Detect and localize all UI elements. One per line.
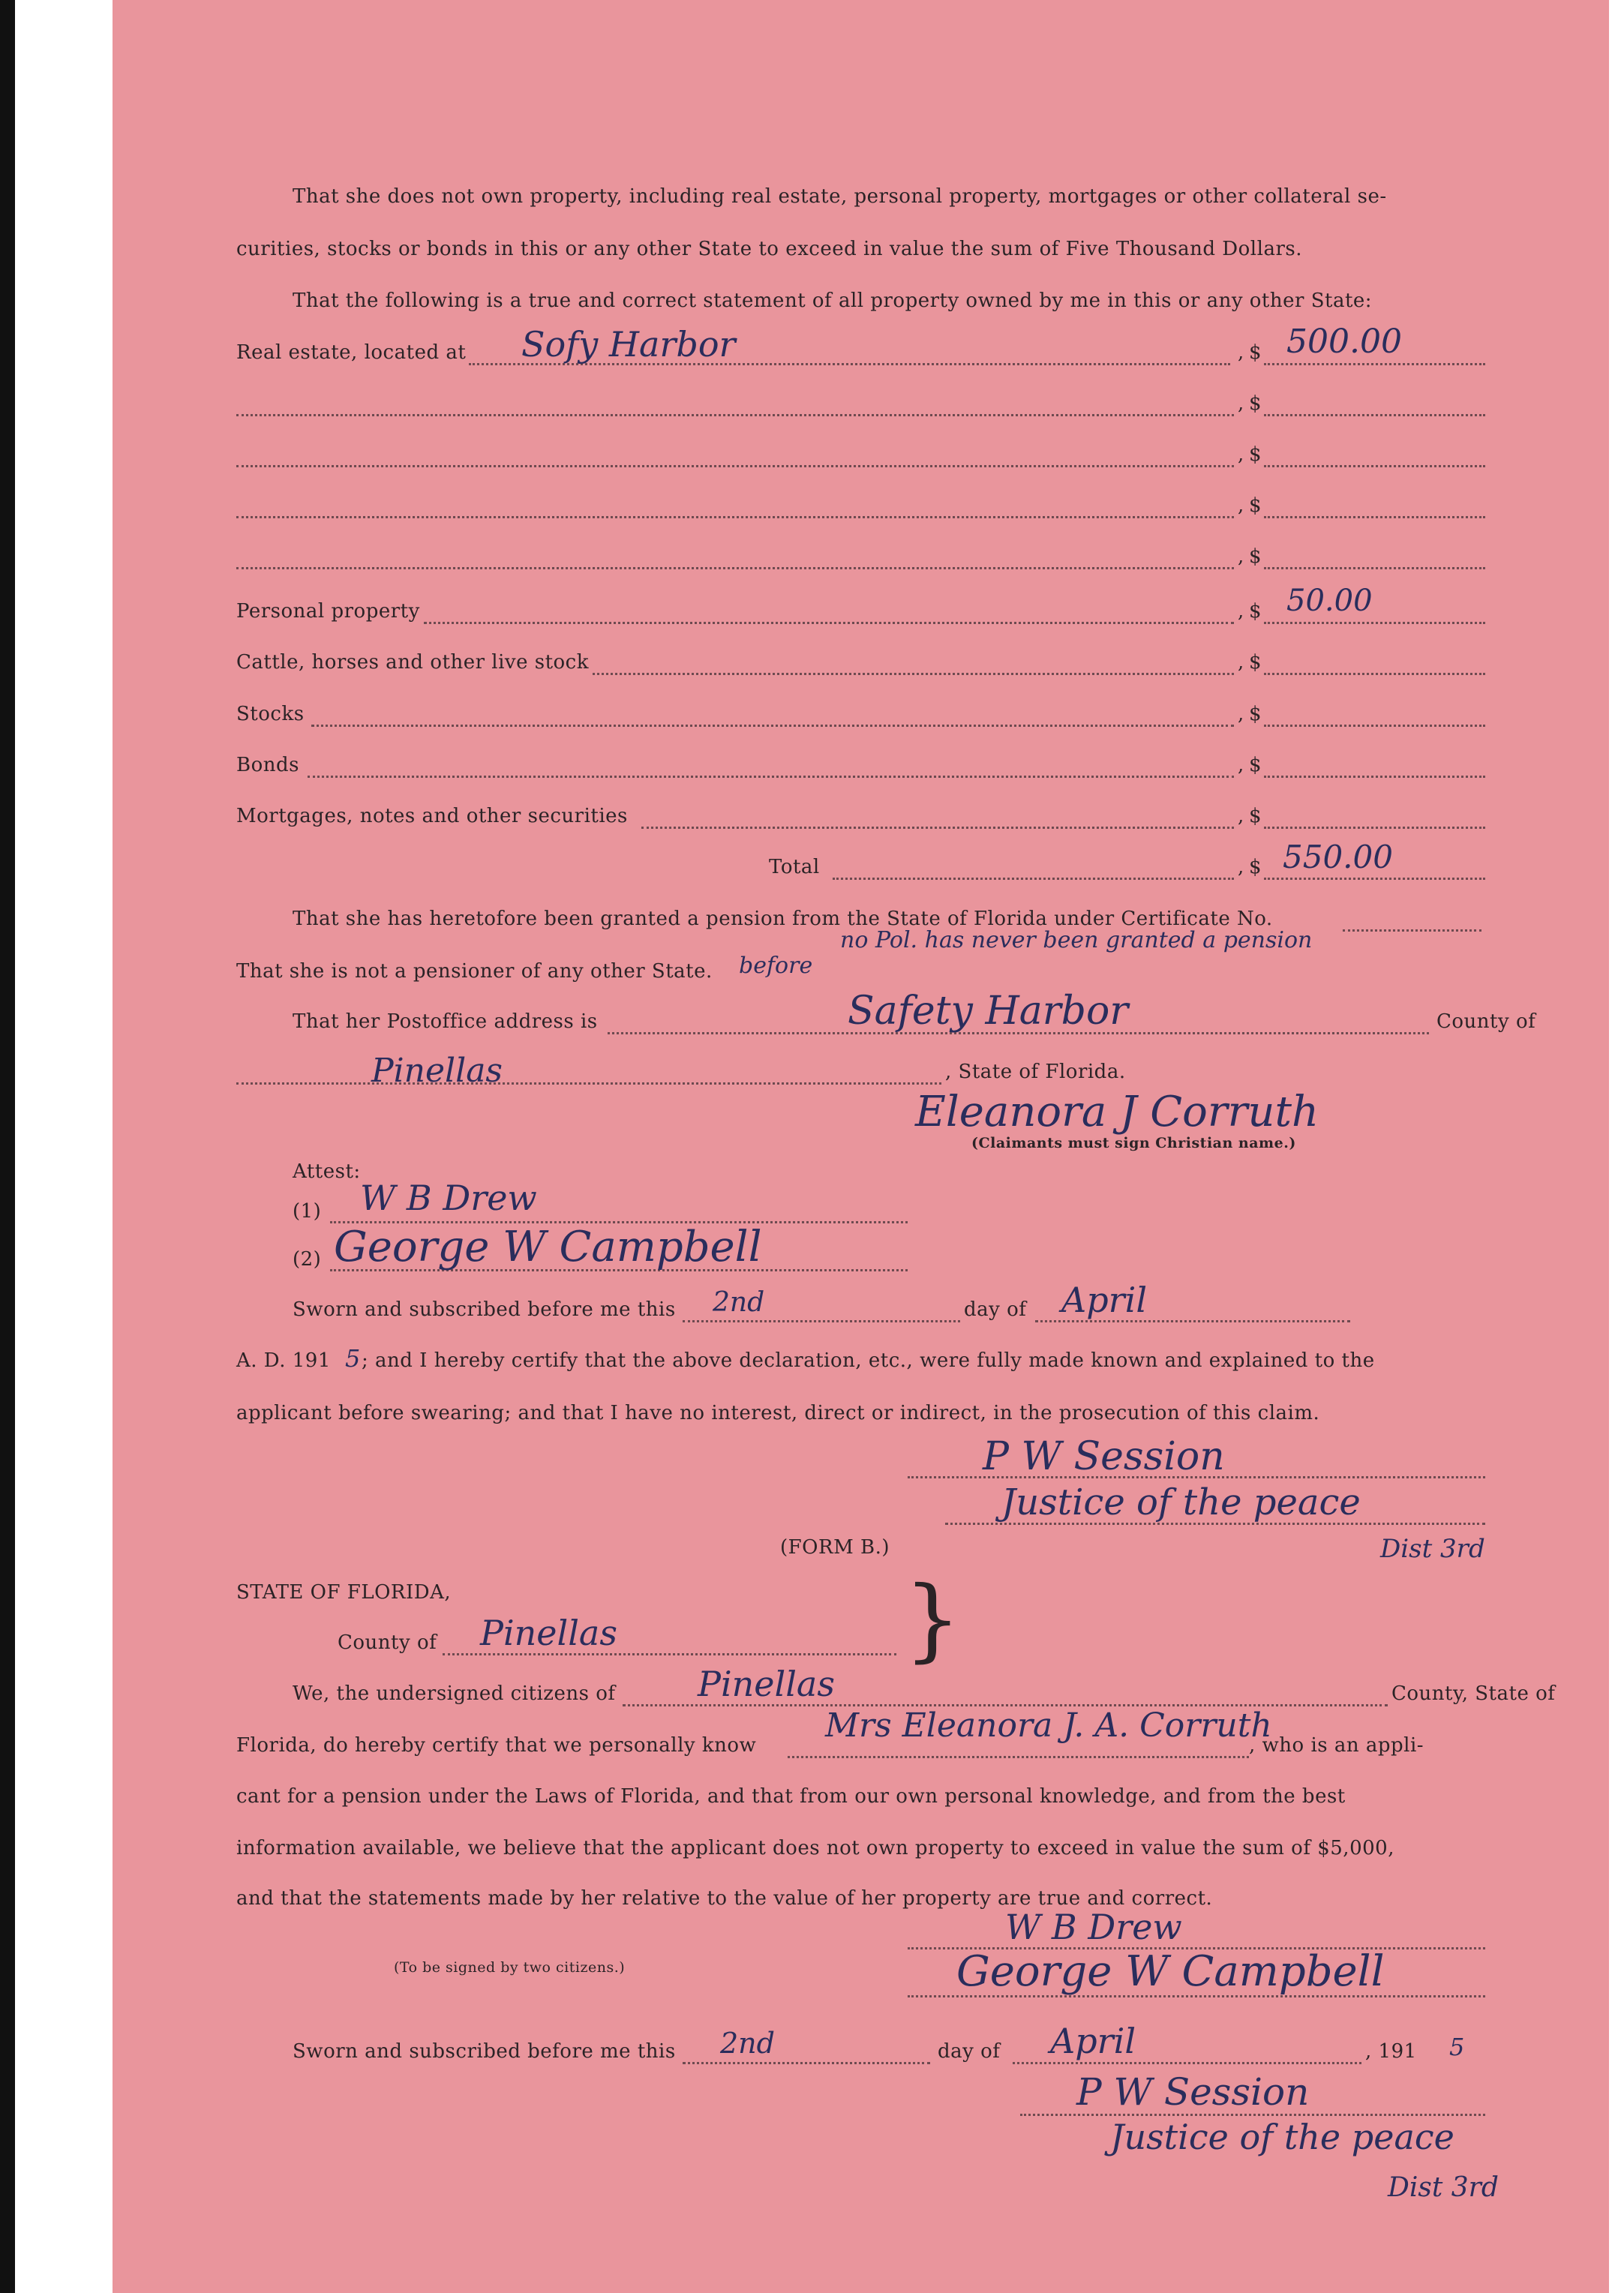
cattle-dollar: $	[1249, 651, 1262, 674]
bonds-label: Bonds	[236, 754, 299, 776]
blank-row-2-comma: ,	[1238, 443, 1244, 466]
form-b-county-label: County of	[338, 1631, 437, 1654]
real-estate-value[interactable]: 500.00	[1286, 323, 1402, 361]
blank-row-4-value	[1264, 567, 1485, 569]
personal-property-value[interactable]: 50.00	[1286, 584, 1373, 618]
cattle-value-line	[1264, 673, 1485, 675]
official-title[interactable]: Justice of the peace	[1001, 1481, 1361, 1523]
attest-label: Attest:	[293, 1160, 361, 1183]
sworn-text: Sworn and subscribed before me this	[293, 1298, 676, 1321]
sworn-day-line	[683, 1320, 960, 1322]
blank-row-3-comma: ,	[1238, 494, 1244, 517]
paragraph-property-limit-line2: curities, stocks or bonds in this or any other State to exceed in value the sum of Five Thousand Dollars.	[236, 238, 1302, 260]
stocks-comma: ,	[1238, 703, 1244, 725]
form-b-county-line	[443, 1653, 896, 1655]
blank-row-1-value	[1264, 414, 1485, 416]
applicant-name[interactable]: Mrs Eleanora J. A. Corruth	[825, 1706, 1272, 1745]
county-line	[236, 1082, 941, 1085]
certificate-note[interactable]: no Pol. has never been granted a pension	[840, 927, 1313, 953]
form-b-sworn-month-value[interactable]: April	[1050, 2021, 1136, 2061]
certify-line-1: ; and I hereby certify that the above declaration, etc., were fully made known and explained to the	[362, 1349, 1375, 1372]
blank-row-3-value	[1264, 516, 1485, 518]
document-page	[113, 0, 1609, 2293]
blank-row-4	[236, 567, 1234, 569]
bonds-line	[308, 776, 1234, 778]
form-b-line-3: cant for a pension under the Laws of Florida, and that from our own personal knowledge, and from the best	[236, 1785, 1346, 1808]
real-estate-value-line	[1264, 363, 1485, 365]
stocks-label: Stocks	[236, 703, 305, 725]
paragraph-property-limit-line1: That she does not own property, including real estate, personal property, mortgages or other collateral se-	[293, 185, 1387, 208]
real-estate-location[interactable]: Sofy Harbor	[521, 324, 736, 365]
personal-property-line	[424, 622, 1234, 624]
form-b-sworn-text: Sworn and subscribed before me this	[293, 2040, 676, 2063]
postoffice-label: That her Postoffice address is	[293, 1010, 598, 1033]
form-b-brace: }	[904, 1568, 962, 1672]
citizens-county-value[interactable]: Pinellas	[698, 1664, 835, 1704]
mortgages-comma: ,	[1238, 805, 1244, 827]
attest-number-2: (2)	[293, 1248, 322, 1271]
ad-prefix: A. D. 191	[236, 1349, 331, 1372]
form-b-sworn-day-line	[683, 2062, 930, 2064]
citizen-1-signature[interactable]: W B Drew	[1005, 1907, 1182, 1947]
citizen-2-signature[interactable]: George W Campbell	[956, 1947, 1385, 1996]
form-b-official-title[interactable]: Justice of the peace	[1110, 2117, 1454, 2157]
mortgages-line	[641, 827, 1234, 829]
blank-row-4-dollar: $	[1249, 545, 1262, 568]
certify-line-2: applicant before swearing; and that I have no interest, direct or indirect, in the prosecution of this claim.	[236, 1402, 1320, 1424]
blank-row-1-dollar: $	[1249, 392, 1262, 415]
stocks-dollar: $	[1249, 703, 1262, 725]
mortgages-dollar: $	[1249, 805, 1262, 827]
signed-by-two-citizens: (To be signed by two citizens.)	[394, 1959, 626, 1976]
form-b-year-prefix: , 191	[1365, 2040, 1417, 2063]
total-line	[833, 878, 1234, 880]
blank-row-1-comma: ,	[1238, 392, 1244, 415]
form-b-sworn-day-value[interactable]: 2nd	[720, 2027, 775, 2060]
form-b-sworn-day-of: day of	[938, 2040, 1001, 2063]
scan-border	[0, 0, 15, 2293]
form-b-official-line	[1020, 2114, 1485, 2116]
official-district[interactable]: Dist 3rd	[1380, 1534, 1485, 1564]
florida-know-text: Florida, do hereby certify that we personally know	[236, 1734, 757, 1757]
not-pensioner-text: That she is not a pensioner of any other State.	[236, 960, 713, 983]
county-of-label: County of	[1436, 1010, 1536, 1033]
stocks-line	[311, 725, 1234, 727]
form-b-state: STATE OF FLORIDA,	[236, 1581, 452, 1604]
real-estate-label: Real estate, located at	[236, 341, 467, 364]
certificate-number-line	[1343, 929, 1481, 932]
state-of-florida: , State of Florida.	[945, 1061, 1126, 1083]
mortgages-label: Mortgages, notes and other securities	[236, 805, 628, 827]
personal-comma: ,	[1238, 600, 1244, 623]
ad-year-value[interactable]: 5	[345, 1344, 361, 1373]
postoffice-value[interactable]: Safety Harbor	[848, 989, 1129, 1034]
personal-value-line	[1264, 622, 1485, 624]
official-signature[interactable]: P W Session	[983, 1434, 1225, 1479]
cattle-line	[593, 673, 1234, 675]
bonds-comma: ,	[1238, 754, 1244, 776]
county-value[interactable]: Pinellas	[371, 1052, 503, 1090]
blank-row-3-dollar: $	[1249, 494, 1262, 517]
blank-row-3	[236, 516, 1234, 518]
form-b-official-district[interactable]: Dist 3rd	[1388, 2172, 1499, 2203]
total-value[interactable]: 550.00	[1283, 839, 1393, 875]
form-b-county-value[interactable]: Pinellas	[480, 1613, 617, 1653]
paragraph-property-statement: That the following is a true and correct statement of all property owned by me in this or any other State:	[293, 290, 1373, 312]
form-b-sworn-month-line	[1013, 2062, 1361, 2064]
witness-2-signature[interactable]: George W Campbell	[334, 1223, 762, 1271]
bonds-dollar: $	[1249, 754, 1262, 776]
blank-row-4-comma: ,	[1238, 545, 1244, 568]
total-value-line	[1264, 878, 1485, 880]
certificate-note-before[interactable]: before	[739, 953, 813, 979]
county-state-of: County, State of	[1391, 1682, 1556, 1705]
blank-row-2-value	[1264, 465, 1485, 467]
blank-row-2	[236, 465, 1234, 467]
stocks-value-line	[1264, 725, 1485, 727]
certificate-text: That she has heretofore been granted a pension from the State of Florida under Certificate No.	[293, 908, 1273, 930]
sworn-day-value[interactable]: 2nd	[713, 1287, 765, 1318]
personal-dollar: $	[1249, 600, 1262, 623]
form-b-line-4: information available, we believe that the applicant does not own property to exceed in value the sum of $5,000,	[236, 1837, 1394, 1859]
cattle-label: Cattle, horses and other live stock	[236, 651, 589, 674]
who-is-text: , who is an appli-	[1249, 1734, 1424, 1757]
sworn-month-line	[1035, 1320, 1350, 1322]
form-b-title: (FORM B.)	[780, 1536, 890, 1559]
mortgages-value-line	[1264, 827, 1485, 829]
bonds-value-line	[1264, 776, 1485, 778]
claimant-signature[interactable]: Eleanora J Corruth	[915, 1088, 1319, 1136]
sworn-month-value[interactable]: April	[1061, 1280, 1148, 1320]
attest-number-1: (1)	[293, 1200, 322, 1223]
claimant-caption: (Claimants must sign Christian name.)	[971, 1135, 1296, 1151]
citizens-text: We, the undersigned citizens of	[293, 1682, 616, 1705]
form-b-year-value[interactable]: 5	[1449, 2033, 1465, 2061]
witness-1-signature[interactable]: W B Drew	[360, 1178, 537, 1218]
form-b-official-signature[interactable]: P W Session	[1076, 2070, 1310, 2114]
sworn-day-of: day of	[964, 1298, 1027, 1321]
form-b-line-5: and that the statements made by her relative to the value of her property are true and correct.	[236, 1887, 1213, 1910]
real-estate-comma: ,	[1238, 341, 1244, 364]
applicant-name-line	[788, 1756, 1249, 1758]
total-label: Total	[769, 856, 820, 878]
total-dollar: $	[1249, 856, 1262, 878]
cattle-comma: ,	[1238, 651, 1244, 674]
total-comma: ,	[1238, 856, 1244, 878]
personal-property-label: Personal property	[236, 600, 420, 623]
blank-row-2-dollar: $	[1249, 443, 1262, 466]
blank-row-1	[236, 414, 1234, 416]
real-estate-dollar: $	[1249, 341, 1262, 364]
